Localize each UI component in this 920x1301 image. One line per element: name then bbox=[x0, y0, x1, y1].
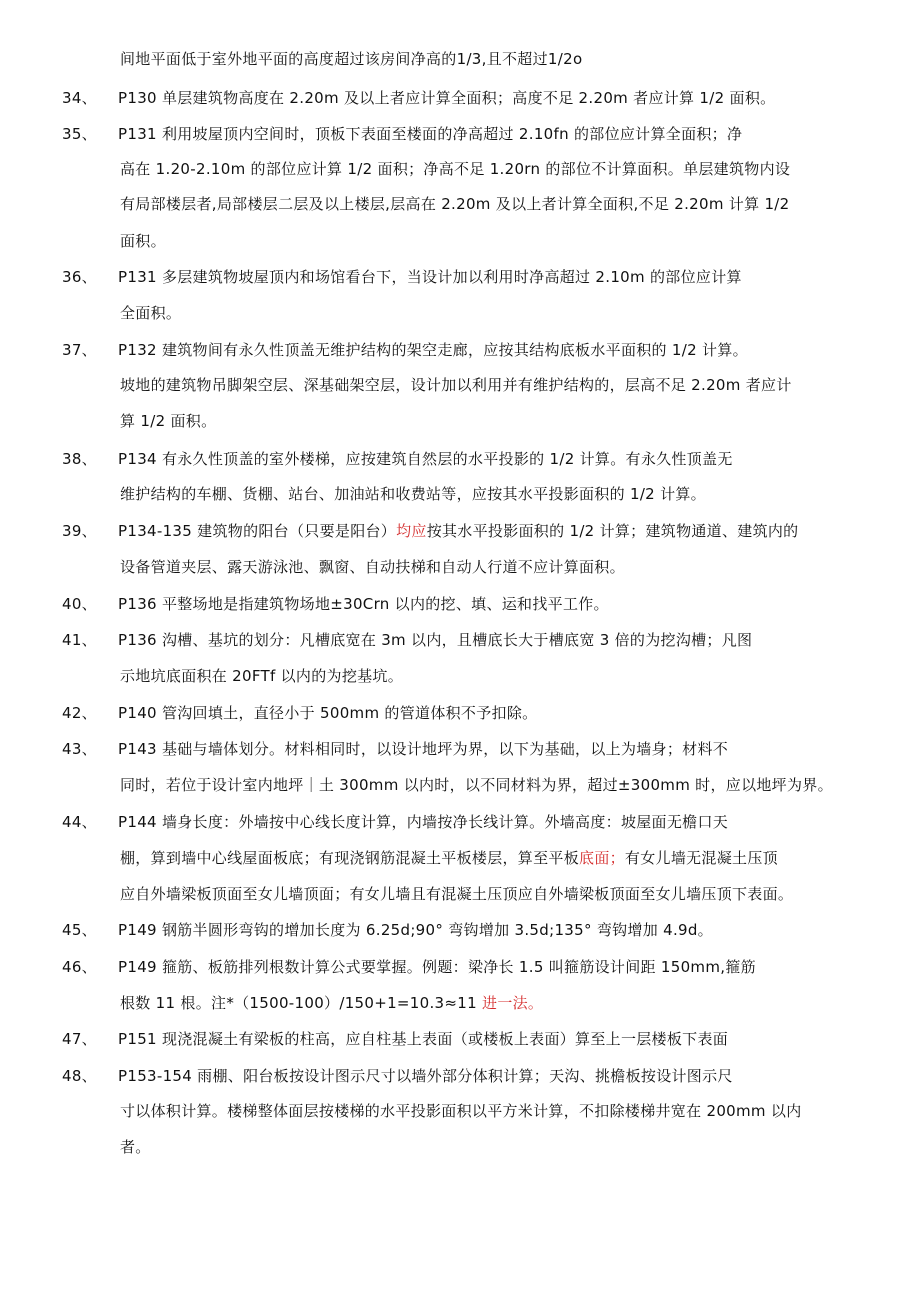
item-number: 41、 bbox=[62, 631, 97, 649]
item-text: P132 建筑物间有永久性顶盖无维护结构的架空走廊，应按其结构底板水平面积的 1/2 计算。 bbox=[118, 341, 748, 359]
item-text: P149 箍筋、板筋排列根数计算公式要掌握。例题：梁净长 1.5 叫箍筋设计间距 150mm,箍筋 bbox=[118, 958, 756, 976]
item-text-part: 有女儿墙无混凝土压顶 bbox=[624, 849, 778, 867]
item-number: 37、 bbox=[62, 341, 97, 359]
item-text: 算 1/2 面积。 bbox=[120, 412, 217, 430]
item-text: 高在 1.20-2.10m 的部位应计算 1/2 面积；净高不足 1.20rn 的部位不计算面积。单层建筑物内设 bbox=[120, 160, 791, 178]
item-text: P143 基础与墙体划分。材料相同时，以设计地坪为界，以下为基础，以上为墙身；材料不 bbox=[118, 740, 729, 758]
item-number: 40、 bbox=[62, 595, 97, 613]
item-number: 35、 bbox=[62, 125, 97, 143]
item-text: 坡地的建筑物吊脚架空层、深基础架空层，设计加以利用并有维护结构的，层高不足 2.20m 者应计 bbox=[120, 376, 792, 394]
item-text: P144 墙身长度：外墙按中心线长度计算，内墙按净长线计算。外墙高度：坡屋面无檐口天 bbox=[118, 813, 729, 831]
item-number: 47、 bbox=[62, 1030, 97, 1048]
item-text bbox=[120, 993, 543, 1013]
item-text: 全面积。 bbox=[120, 304, 182, 322]
item-number: 44、 bbox=[62, 813, 97, 831]
item-number: 38、 bbox=[62, 450, 97, 468]
item-text: 维护结构的车棚、货棚、站台、加油站和收费站等，应按其水平投影面积的 1/2 计算。 bbox=[120, 485, 706, 503]
item-text bbox=[118, 521, 798, 541]
item-number: 36、 bbox=[62, 268, 97, 286]
item-number: 45、 bbox=[62, 921, 97, 939]
item-text: P130 单层建筑物高度在 2.20m 及以上者应计算全面积；高度不足 2.20m 者应计算 1/2 面积。 bbox=[118, 89, 776, 107]
highlight-text: 底面； bbox=[579, 849, 625, 867]
item-text: 者。 bbox=[120, 1138, 151, 1156]
item-text: P140 管沟回填土，直径小于 500mm 的管道体积不予扣除。 bbox=[118, 704, 538, 722]
item-text: P131 利用坡屋顶内空间时，顶板下表面至楼面的净高超过 2.10fn 的部位应计算全面积；净 bbox=[118, 125, 743, 143]
item-text: 面积。 bbox=[120, 232, 166, 250]
item-number: 43、 bbox=[62, 740, 97, 758]
highlight-text: 均应 bbox=[396, 522, 427, 540]
item-text-part: 棚，算到墙中心线屋面板底；有现浇钢筋混凝土平板楼层，算至平板 bbox=[120, 849, 580, 867]
item-text: P153-154 雨棚、阳台板按设计图示尺寸以墙外部分体积计算；天沟、挑檐板按设计图示尺 bbox=[118, 1067, 733, 1085]
highlight-text: 进一法。 bbox=[482, 994, 544, 1012]
item-text-part: 按其水平投影面积的 1/2 计算；建筑物通道、建筑内的 bbox=[426, 522, 799, 540]
item-text: P149 钢筋半圆形弯钩的增加长度为 6.25d;90° 弯钩增加 3.5d;135° 弯钩增加 4.9d。 bbox=[118, 921, 713, 939]
item-text-part: P134-135 建筑物的阳台（只要是阳台） bbox=[118, 522, 397, 540]
item-text: 应自外墙梁板顶面至女儿墙顶面；有女儿墙且有混凝土压顶应自外墙梁板顶面至女儿墙压顶下表面。 bbox=[120, 885, 794, 903]
item-text: P136 平整场地是指建筑物场地±30Crn 以内的挖、填、运和找平工作。 bbox=[118, 595, 609, 613]
item-text-part: 根数 11 根。注*（1500-100）/150+1=10.3≈11 bbox=[120, 994, 483, 1012]
item-text: 设备管道夹层、露天游泳池、飘窗、自动扶梯和自动人行道不应计算面积。 bbox=[120, 558, 625, 576]
item-number: 46、 bbox=[62, 958, 97, 976]
item-text bbox=[120, 848, 778, 868]
item-number: 34、 bbox=[62, 89, 97, 107]
item-number: 39、 bbox=[62, 522, 97, 540]
item-text: 同时，若位于设计室内地坪｜土 300mm 以内时，以不同材料为界，超过±300mm 时，应以地坪为界。 bbox=[120, 776, 833, 794]
item-text: 有局部楼层者,局部楼层二层及以上楼层,层高在 2.20m 及以上者计算全面积,不足 2.20m 计算 1/2 bbox=[120, 195, 790, 213]
item-text: P136 沟槽、基坑的划分：凡槽底宽在 3m 以内，且槽底长大于槽底宽 3 倍的为挖沟槽；凡图 bbox=[118, 631, 753, 649]
item-text: P131 多层建筑物坡屋顶内和场馆看台下，当设计加以利用时净高超过 2.10m 的部位应计算 bbox=[118, 268, 742, 286]
item-number: 42、 bbox=[62, 704, 97, 722]
item-number: 48、 bbox=[62, 1067, 97, 1085]
item-text: 示地坑底面积在 20FTf 以内的为挖基坑。 bbox=[120, 667, 404, 685]
item-text: 寸以体积计算。楼梯整体面层按楼梯的水平投影面积以平方米计算，不扣除楼梯井宽在 200mm 以内 bbox=[120, 1102, 802, 1120]
item-text: P151 现浇混凝土有梁板的柱高，应自柱基上表面（或楼板上表面）算至上一层楼板下表面 bbox=[118, 1030, 729, 1048]
intro-line: 间地平面低于室外地平面的高度超过该房间净高的1/3,且不超过1/2o bbox=[120, 50, 583, 68]
item-text: P134 有永久性顶盖的室外楼梯，应按建筑自然层的水平投影的 1/2 计算。有永久性顶盖无 bbox=[118, 450, 733, 468]
